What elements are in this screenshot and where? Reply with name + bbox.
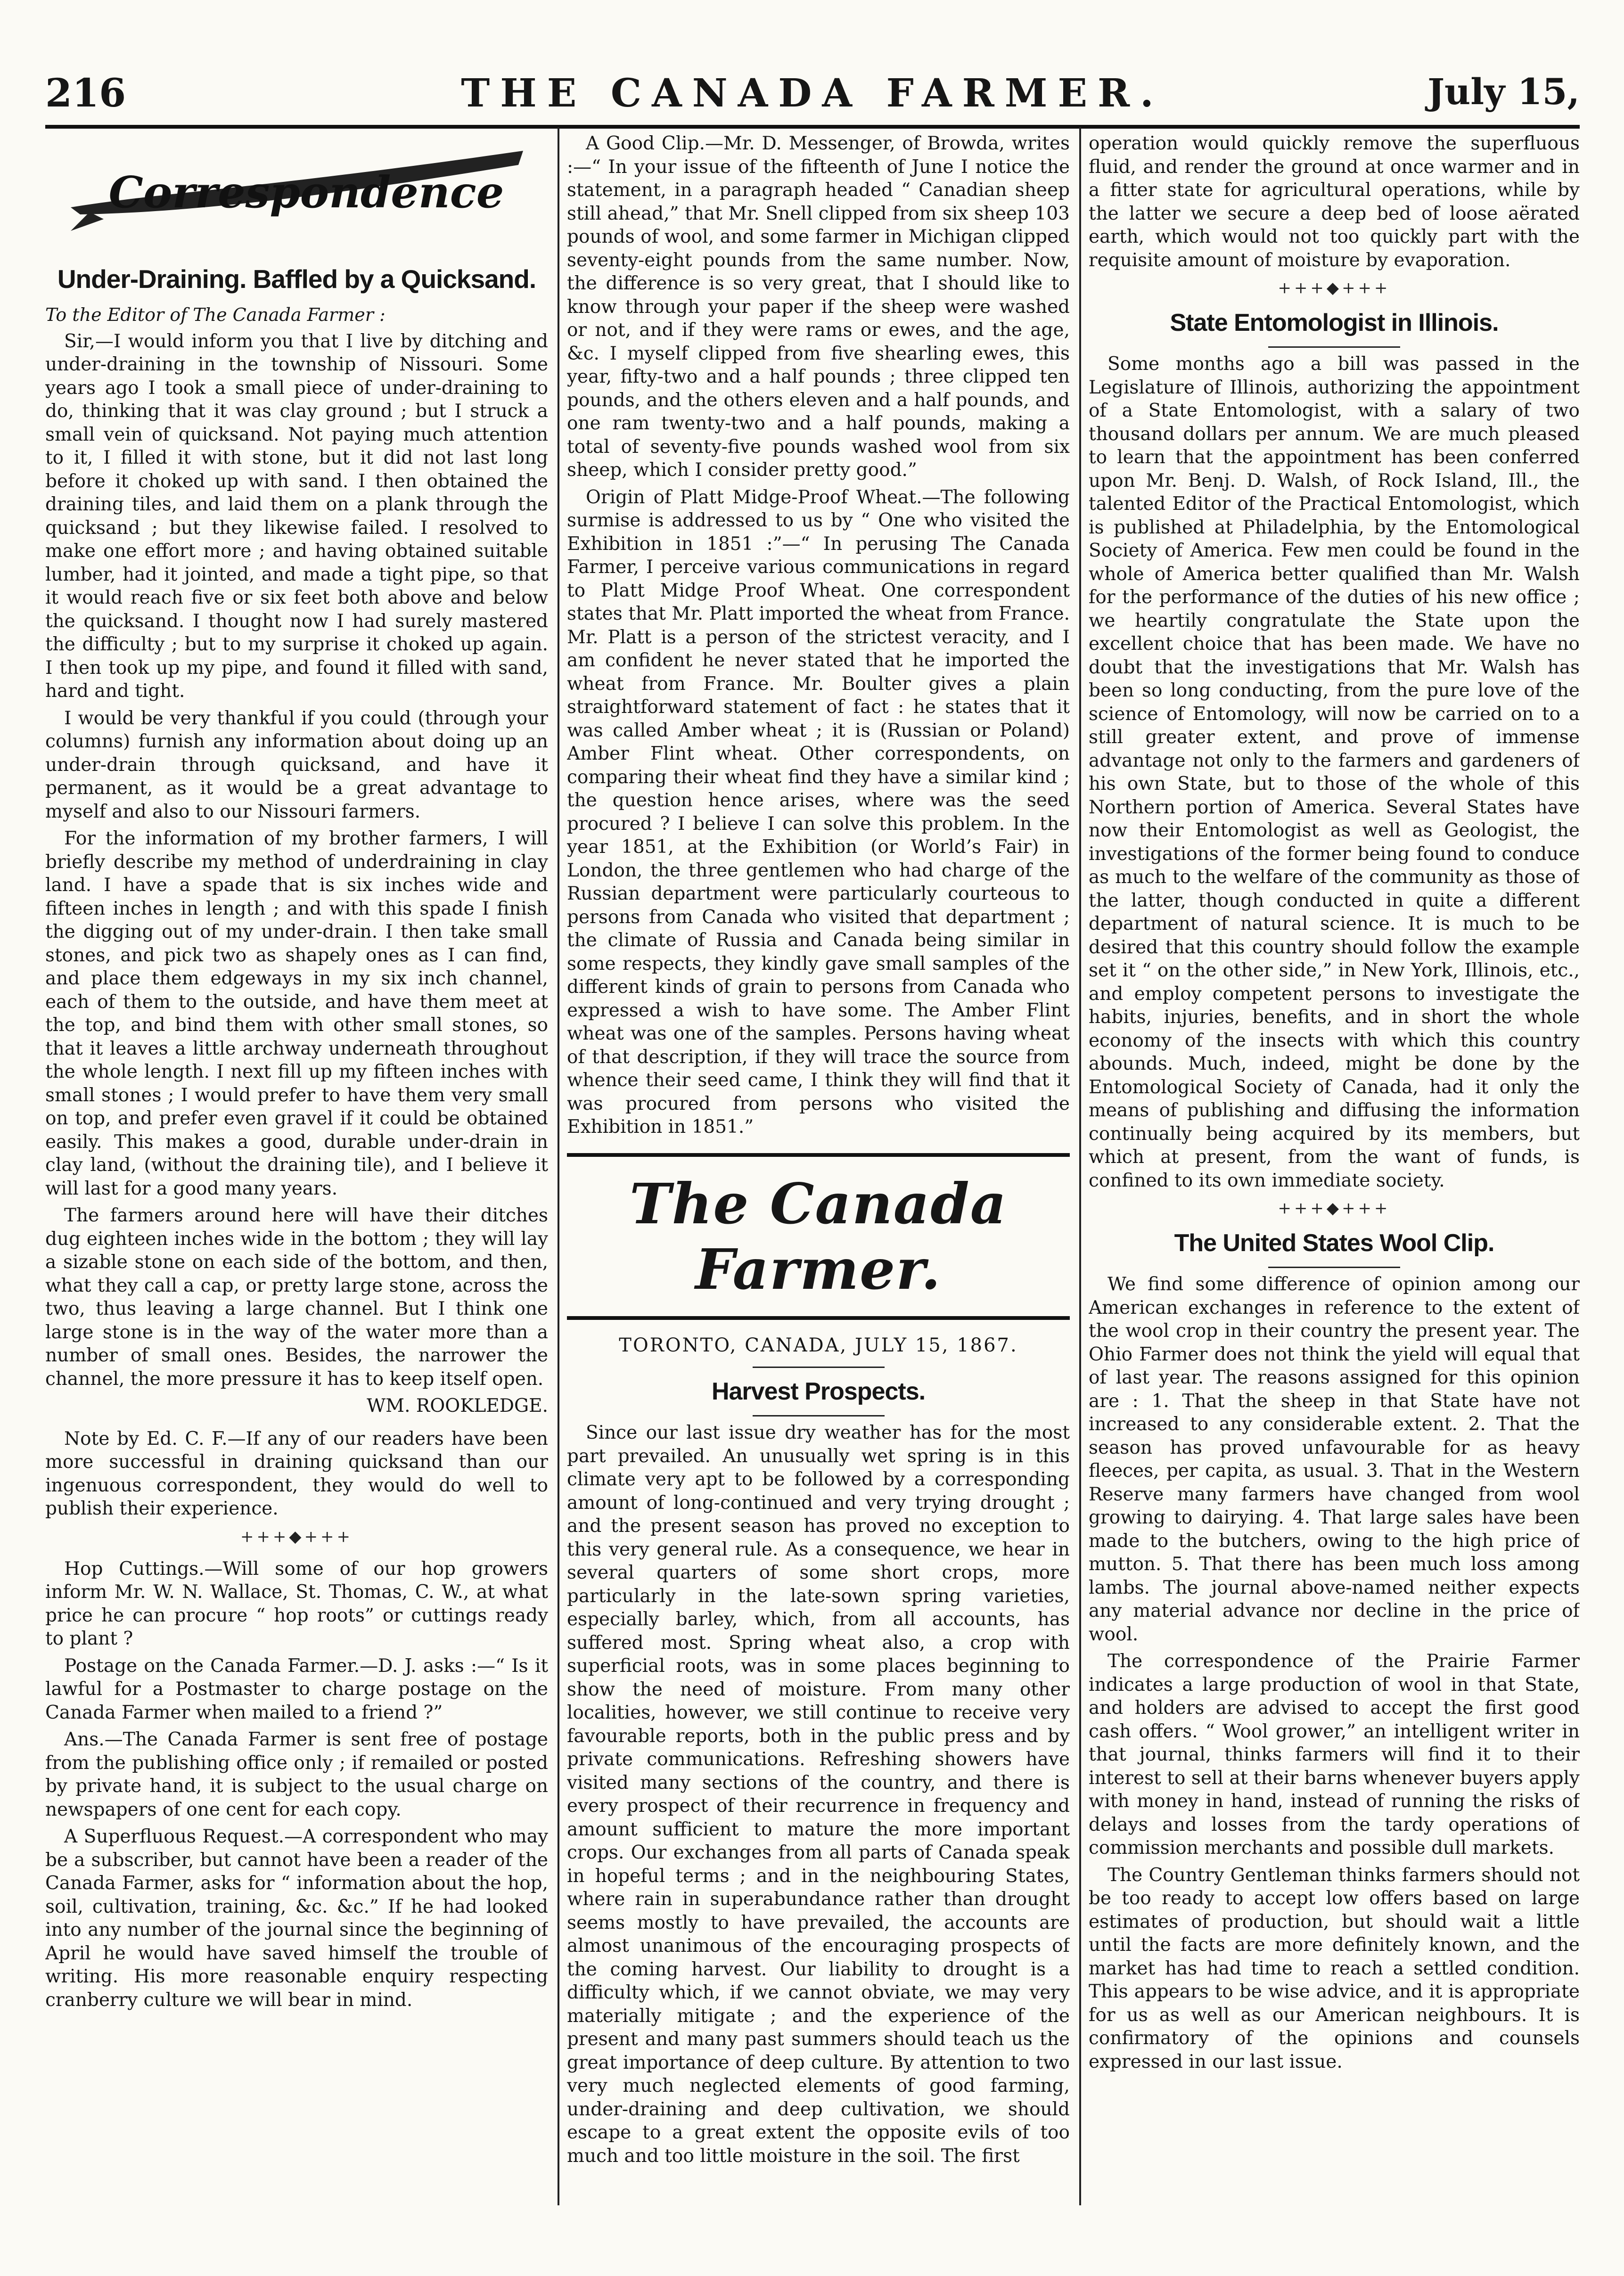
ornament-divider: +++◆+++ [1278, 278, 1391, 297]
paragraph: A Good Clip.—Mr. D. Messenger, of Browda, writes :—“ In your issue of the fifteenth of June I notice the statement, in a paragraph headed “ Canadian sheep still ahead,” that Mr. Snell clipped from six sheep 103 pounds of wool, and some farmer in Michigan clipped seventy-eight pounds from the same number. Now, the difference is so very great, that I should like to know through your paper if the sheep were washed or not, and if they were rams or ewes, and the age, &c. I myself clipped from five shearling ewes, this year, fifty-two and a half pounds ; three clipped ten pounds, and the others eleven and a half pounds, and one ram twenty-two and a half pounds, making a total of seventy-five pounds washed wool from six sheep, which I consider pretty good.” [567, 133, 1070, 481]
paragraph: operation would quickly remove the superfluous fluid, and render the ground at once warmer and in a fitter state for agricultural operations, while by the latter we secure a deep bed of loose aërated earth, which would not too quickly part with the requisite amount of moisture by evaporation. [1089, 133, 1580, 271]
paragraph: For the information of my brother farmers, I will briefly describe my method of underdraining in clay land. I have a spade that is six inches wide and fifteen inches in length ; and with this spade I finish the digging out of my under-drain. I then take small stones, and pick two as shapely ones as I can find, and place them edgeways in my six inch channel, each of them to the outside, and have them meet at the top, and bind them with other small stones, so that it leaves a little archway underneath throughout the whole length. I next fill up my fifteen inches with small stones ; I would prefer to have them very small on top, and prefer even gravel if it could be obtained easily. This makes a good, durable under-drain in clay land, (without the draining tile), and I believe it will last for a good many years. [45, 828, 548, 1199]
column-3 [1089, 132, 1580, 2201]
column-2 [567, 132, 1070, 2201]
paragraph: Postage on the Canada Farmer.—D. J. asks :—“ Is it lawful for a Postmaster to charge postage on the Canada Farmer when mailed to a friend ?” [45, 1655, 548, 1723]
column-divider [558, 127, 559, 2205]
paragraph: Origin of Platt Midge-Proof Wheat.—The following surmise is addressed to us by “ One who visited the Exhibition in 1851 :”—“ In perusing The Canada Farmer, I perceive various communications in regard to Platt Midge Proof Wheat. One correspondent states that Mr. Platt imported the wheat from France. Mr. Platt is a person of the strictest veracity, and I am confident he never stated that he imported the wheat from France. Mr. Boulter gives a plain straightforward statement of fact : he states that it was called Amber wheat ; it is (Russian or Poland) Amber Flint wheat. Other correspondents, on comparing their wheat find they have a similar kind ; the question hence arises, where was the seed procured ? I believe I can solve this problem. In the year 1851, at the Exhibition (or World’s Fair) in London, the three gentlemen who had charge of the Russian department were particularly courteous to persons from Canada who visited that department ; the climate of Russia and Canada being similar in some respects, they kindly gave small samples of the different kinds of grain to persons from Canada who expressed a wish to have some. The Amber Flint wheat was one of the samples. Persons having wheat of that description, if they will trace the source from whence their seed came, I think they will find that it was procured from persons who visited the Exhibition in 1851.” [567, 486, 1070, 1138]
masthead [567, 1153, 1070, 1320]
editor-note: Note by Ed. C. F.—If any of our readers have been more successful in draining quicksand than our ingenuous correspondent, they would do well to publish their experience. [45, 1428, 548, 1519]
article-title: Under-Draining. Baffled by a Quicksand. [57, 264, 536, 294]
masthead-title: The Canada Farmer. [629, 1171, 1008, 1302]
column-divider [1079, 127, 1081, 2205]
rule [1268, 1267, 1400, 1268]
article-title: The United States Wool Clip. [1174, 1229, 1494, 1257]
paragraph: The correspondence of the Prairie Farmer indicates a large production of wool in that State, and holders are advised to accept the first good cash offers. “ Wool grower,” an intelligent writer in that journal, thinks farmers will find it to their interest to sell at their barns whenever buyers apply with money in hand, instead of running the risks of delays and losses from the tardy operations of commission merchants and possible dull markets. [1089, 1651, 1580, 1858]
header-rule [45, 125, 1580, 129]
column-1 [45, 132, 548, 2201]
paragraph: Sir,—I would inform you that I live by ditching and under-draining in the township of Nissouri. Some years ago I took a small piece of under-draining to do, thinking that it was clay ground ; but I struck a small vein of quicksand. Not paying much attention to it, I filled it with stone, but it did not last long before it choked up with sand. I then obtained the draining tiles, and laid them on a plank through the quicksand ; but they likewise failed. I resolved to make one effort more ; and having obtained suitable lumber, had it jointed, and made a tight pipe, so that it would reach five or six feet both above and below the quicksand. I thought now I had surely mastered the difficulty ; but to my surprise it choked up again. I then took up my pipe, and found it filled with sand, hard and tight. [45, 330, 548, 702]
paragraph: Some months ago a bill was passed in the Legislature of Illinois, authorizing the appointment of a State Entomologist, with a salary of two thousand dollars per annum. We are much pleased to learn that the appointment has been conferred upon Mr. Benj. D. Walsh, of Rock Island, Ill., the talented Editor of the Practical Entomologist, which is published at Philadelphia, by the Entomological Society of America. Few men could be found in the whole of America better qualified than Mr. Walsh for the performance of the duties of his new office ; we heartily congratulate the State upon the excellent choice that has been made. We have no doubt that the investigations that Mr. Walsh has been so long conducting, from the pure love of the science of Entomology, will now be carried on to a still greater extent, and prove of immense advantage not only to the farmers and gardeners of his own State, but to those of the whole of this Northern portion of America. Several States have now their Entomologist as well as Geologist, the investigations of the former being found to conduce as much to the welfare of the community as those of the latter, though conducted in quite a different department of natural science. It is much to be desired that this country should follow the example set it “ on the other side,” in New York, Illinois, etc., and employ competent persons to investigate the habits, injuries, benefits, and in short the whole economy of the insects with which this country abounds. Much, indeed, might be done by the Entomological Society of Canada, had it only the means of publishing and diffusing the information continually being acquired by its members, but which at present, from the want of funds, is confined to its own immediate society. [1089, 353, 1580, 1191]
paragraph: The farmers around here will have their ditches dug eighteen inches wide in the bottom ; they will lay a sizable stone on each side of the bottom, and then, what they call a cap, or pretty large stone, across the two, thus leaving a large channel. But I think one large stone is in the way of the water more than a number of small ones. Besides, the narrower the channel, the more pressure it has to keep itself open. [45, 1205, 548, 1390]
rule [753, 1367, 885, 1368]
paragraph: Hop Cuttings.—Will some of our hop growers inform Mr. W. N. Wallace, St. Thomas, C. W., at what price he can procure “ hop roots” or cuttings ready to plant ? [45, 1558, 548, 1649]
dateline: TORONTO, CANADA, JULY 15, 1867. [619, 1334, 1018, 1356]
newspaper-title: THE CANADA FARMER. [461, 71, 1164, 116]
quill-pen-icon [61, 137, 533, 245]
paragraph: The Country Gentleman thinks farmers should not be too ready to accept low offers based on large estimates of production, but should wait a little until the facts are more definitely known, and the market has had time to reach a settled condition. This appears to be wise advice, and it is appropriate for us as well as our American neighbours. It is confirmatory of the opinions and counsels expressed in our last issue. [1089, 1864, 1580, 2072]
page-header [45, 71, 1580, 132]
paragraph: We find some difference of opinion among our American exchanges in reference to the extent of the wool crop in their country the present year. The Ohio Farmer does not think the yield will equal that of last year. The reasons assigned for this opinion are : 1. That the sheep in that State have not increased to any considerable extent. 2. That the season has proved unfavourable for as heavy fleeces, per capita, as usual. 3. That in the Western Reserve many farmers have changed from wool growing to dairying. 4. That large sales have been made to the butchers, owing to the high price of mutton. 5. That there has been much loss among lambs. The journal above-named neither expects any material advance nor decline in the price of wool. [1089, 1274, 1580, 1645]
issue-date: July 15, [1427, 71, 1580, 113]
article-title: State Entomologist in Illinois. [1170, 309, 1499, 336]
paragraph: A Superfluous Request.—A correspondent who may be a subscriber, but cannot have been a reader of the Canada Farmer, asks for “ information about the hop, soil, cultivation, training, &c. &c.” If he had looked into any number of the journal since the beginning of April he would have saved himself the trouble of writing. His more reasonable enquiry respecting cranberry culture we will bear in mind. [45, 1826, 548, 2011]
ornament-divider: +++◆+++ [240, 1527, 353, 1546]
article-title: Harvest Prospects. [711, 1378, 926, 1405]
rule [753, 1415, 885, 1416]
page-number: 216 [45, 71, 126, 116]
salutation: To the Editor of The Canada Farmer : [45, 304, 385, 325]
correspondence-ornament [45, 137, 548, 254]
rule [1268, 346, 1400, 348]
paragraph: Since our last issue dry weather has for the most part prevailed. An unusually wet spring is in this climate very apt to be followed by a corresponding amount of long-continued and very trying drought ; and the present season has proved no exception to this very general rule. As a consequence, we hear in several quarters of some short crops, more particularly in the late-sown spring varieties, especially barley, which, from all accounts, has suffered most. Spring wheat also, a crop with superficial roots, was in some places beginning to show the need of moisture. From many other localities, however, we still continue to receive very favourable reports, both in the public press and by private communications. Refreshing showers have visited many sections of the country, and there is every prospect of their recurrence in frequency and amount sufficient to mature the more important crops. Our exchanges from all parts of Canada speak in hopeful terms ; and in the neighbouring States, where rain in superabundance rather than drought seems mostly to have prevailed, the accounts are almost unanimous of the encouraging prospects of the coming harvest. Our liability to drought is a difficulty which, if we cannot obviate, we may very materially mitigate ; and the experience of the present and many past summers should teach us the great importance of deep culture. By attention to two very much neglected elements of good farming, under-draining and deep cultivation, we should escape to a great extent the opposite evils of too much and too little moisture in the soil. The first [567, 1422, 1070, 2167]
paragraph: Ans.—The Canada Farmer is sent free of postage from the publishing office only ; if remailed or posted by private hand, it is subject to the usual charge on newspapers of one cent for each copy. [45, 1729, 548, 1820]
signature: WM. ROOKLEDGE. [367, 1395, 548, 1416]
ornament-divider: +++◆+++ [1278, 1199, 1391, 1218]
section-heading: Correspondence [108, 167, 504, 218]
paragraph: I would be very thankful if you could (through your columns) furnish any information about doing up an under-drain through quicksand, and have it permanent, as it would be a great advantage to myself and also to our Nissouri farmers. [45, 707, 548, 822]
